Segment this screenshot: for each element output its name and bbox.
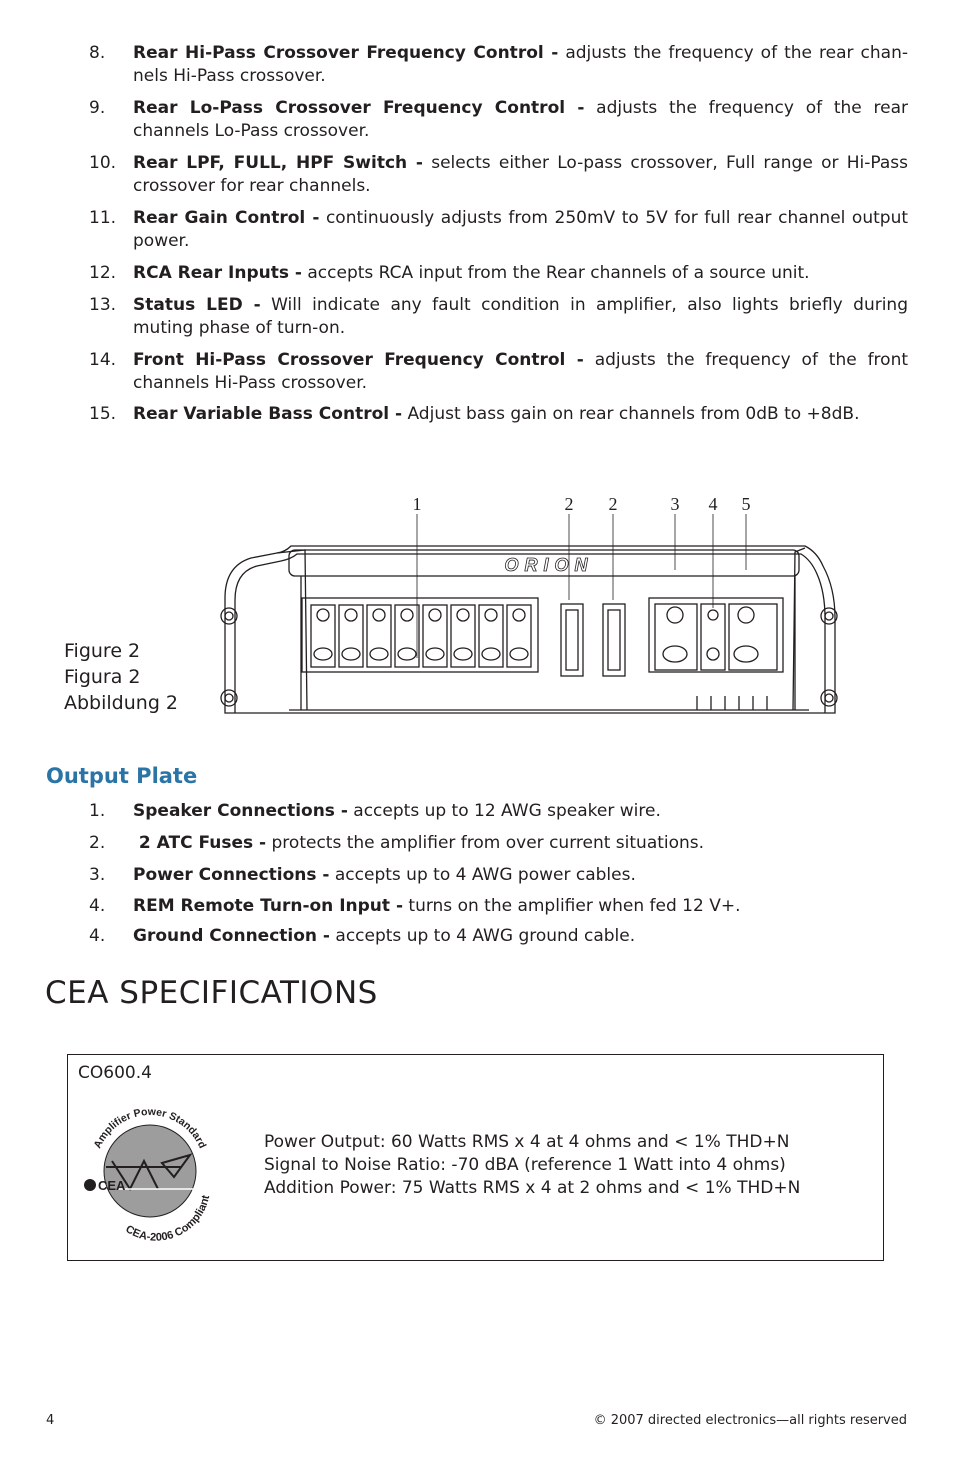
- item-number: 1.: [89, 801, 106, 821]
- item-number: 10.: [89, 153, 117, 173]
- item-number: 4.: [89, 926, 106, 946]
- figure-caption-es: Figura 2: [64, 666, 141, 688]
- cea-logo-text: CEA: [98, 1178, 126, 1193]
- spec-signal-to-noise: Signal to Noise Ratio: -70 dBA (reference 1 Watt into 4 ohms): [264, 1155, 786, 1175]
- spec-power-output: Power Output: 60 Watts RMS x 4 at 4 ohms and < 1% THD+N: [264, 1132, 790, 1152]
- page-number: 4: [46, 1413, 55, 1428]
- callout-2a: 2: [564, 494, 574, 514]
- figure-caption-en: Figure 2: [64, 640, 141, 662]
- item-term: Status LED -: [133, 295, 261, 315]
- item-term: RCA Rear Inputs -: [133, 263, 302, 283]
- item-description: protects the amplifier from over current situations.: [271, 833, 705, 853]
- item-number: 9.: [89, 98, 106, 118]
- spec-addition-power: Addition Power: 75 Watts RMS x 4 at 2 ohms and < 1% THD+N: [264, 1178, 801, 1198]
- callout-2b: 2: [608, 494, 618, 514]
- item-description: Adjust bass gain on rear channels from 0dB to +8dB.: [407, 404, 860, 424]
- brand-logo: ORION: [504, 555, 594, 575]
- item-term: Ground Connection -: [133, 926, 330, 946]
- item-term: Power Connections -: [133, 865, 330, 885]
- item-number: 8.: [89, 43, 106, 63]
- item-description: accepts up to 4 AWG power cables.: [334, 865, 636, 885]
- item-description: selects either Lo-pass crossover, Full range or Hi-Pass crossover for rear channels.: [133, 153, 908, 196]
- item-number: 11.: [89, 208, 117, 228]
- item-term: REM Remote Turn-on Input -: [133, 896, 403, 916]
- callout-5: 5: [741, 494, 751, 514]
- model-number: CO600.4: [78, 1063, 152, 1083]
- item-number: 12.: [89, 263, 117, 283]
- item-number: 2.: [89, 833, 106, 853]
- item-term: Rear LPF, FULL, HPF Switch -: [133, 153, 423, 173]
- item-term: Rear Lo-Pass Crossover Frequency Control -: [133, 98, 585, 118]
- spec-lines: [264, 1131, 800, 1200]
- callout-1: 1: [412, 494, 422, 514]
- callout-4: 4: [708, 494, 718, 514]
- item-description: adjusts the frequency of the rear channels Lo-Pass crossover.: [133, 98, 908, 141]
- item-number: 15.: [89, 404, 117, 424]
- spec-box: [67, 1054, 884, 1261]
- item-number: 13.: [89, 295, 117, 315]
- item-term: Speaker Connections -: [133, 801, 348, 821]
- callout-3: 3: [670, 494, 680, 514]
- badge-top-text: Amplifier Power Standard: [91, 1105, 209, 1151]
- page-heading: CEA SPECIFICATIONS: [45, 975, 378, 1011]
- copyright: © 2007 directed electronics—all rights reserved: [593, 1413, 907, 1428]
- item-description: adjusts the frequency of the rear chan-nels Hi-Pass crossover.: [133, 43, 908, 86]
- item-number: 3.: [89, 865, 106, 885]
- figure-caption-de: Abbildung 2: [64, 692, 179, 714]
- badge-bottom-text: CEA-2006 Compliant: [123, 1194, 213, 1242]
- item-term: Rear Gain Control -: [133, 208, 320, 228]
- item-term: Front Hi-Pass Crossover Frequency Control -: [133, 350, 584, 370]
- item-description: turns on the amplifier when fed 12 V+.: [408, 896, 741, 916]
- cea-logo-icon: [84, 1179, 96, 1191]
- figure-caption: [64, 638, 178, 716]
- item-description: accepts up to 12 AWG speaker wire.: [353, 801, 661, 821]
- item-number: 4.: [89, 896, 106, 916]
- section-heading: Output Plate: [46, 764, 198, 788]
- item-description: accepts RCA input from the Rear channels of a source unit.: [307, 263, 810, 283]
- item-term: Rear Variable Bass Control -: [133, 404, 403, 424]
- item-description: adjusts the frequency of the front channels Hi-Pass crossover.: [133, 350, 909, 393]
- cea-2006-compliance-badge: [78, 1097, 223, 1242]
- item-term: 2 ATC Fuses -: [133, 833, 267, 853]
- item-description: accepts up to 4 AWG ground cable.: [335, 926, 636, 946]
- item-description: continuously adjusts from 250mV to 5V for full rear channel output power.: [133, 208, 909, 251]
- item-term: Rear Hi-Pass Crossover Frequency Control -: [133, 43, 559, 63]
- item-description: Will indicate any fault condition in amplifier, also lights briefly during muting phase of turn-on.: [133, 295, 908, 338]
- amplifier-output-plate-diagram: [205, 488, 845, 720]
- item-number: 14.: [89, 350, 117, 370]
